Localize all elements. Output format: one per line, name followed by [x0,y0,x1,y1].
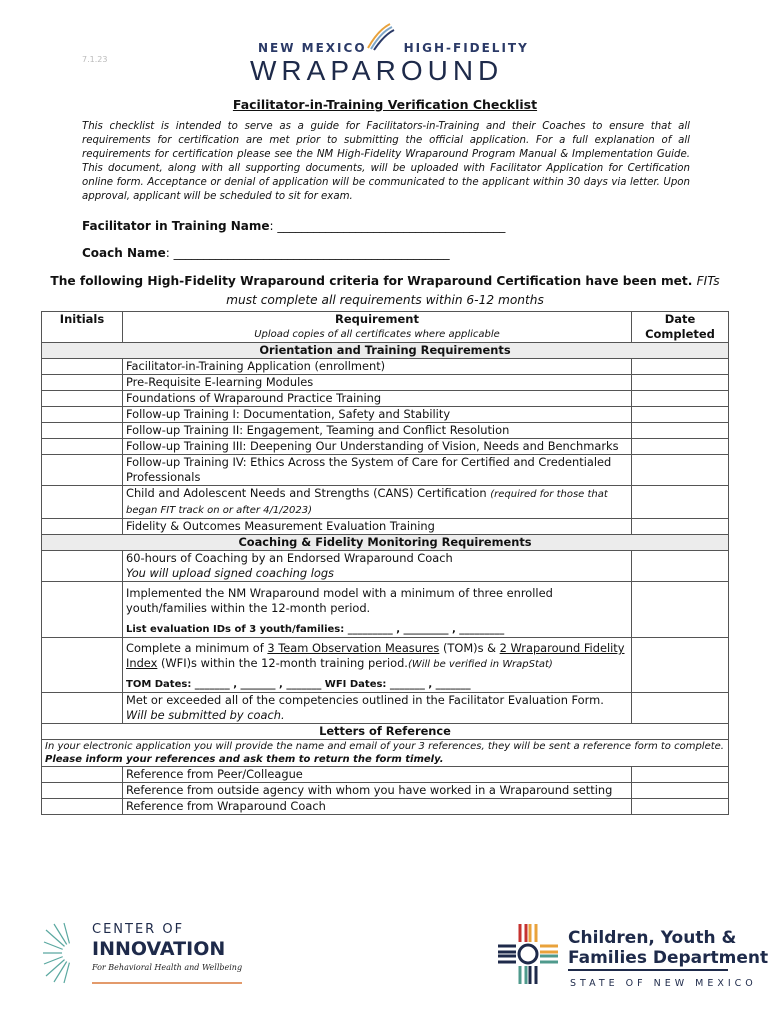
header-date: Date Completed [632,312,729,343]
requirement-cell: Fidelity & Outcomes Measurement Evaluation Training [123,519,632,535]
requirement-cell: Follow-up Training III: Deepening Our Understanding of Vision, Needs and Benchmarks [123,439,632,455]
table-row [42,519,729,535]
table-row [42,455,729,486]
initials-cell[interactable] [42,638,123,693]
requirement-cell-tom: Complete a minimum of 3 Team Observation Measures (TOM)s & 2 Wraparound Fidelity Index (WFI)s within the 12-month training period.(Will be verified in WrapStat) TOM Dates: _______ , _______ , _______ WFI Dates: _______ , _______ [123,638,632,693]
fit-name-field[interactable]: Facilitator in Training Name: ______________________________________ [82,219,506,233]
table-row [42,551,729,582]
eval-ids-field[interactable]: List evaluation IDs of 3 youth/families: _________ , _________ , _________ [126,624,505,635]
date-cell[interactable] [632,439,729,455]
checklist-table [41,311,729,815]
date-cell[interactable] [632,767,729,783]
initials-cell[interactable] [42,767,123,783]
date-cell[interactable] [632,783,729,799]
requirement-cell: Reference from outside agency with whom you have worked in a Wraparound setting [123,783,632,799]
date-cell[interactable] [632,455,729,486]
table-row [42,439,729,455]
coi-line3: For Behavioral Health and Wellbeing [92,963,243,972]
table-row [42,407,729,423]
references-note: In your electronic application you will provide the name and email of your 3 references, they will be sent a reference form to complete. Please inform your references and ask them to return the form timely. [42,740,729,767]
initials-cell[interactable] [42,439,123,455]
table-row [42,423,729,439]
date-cell[interactable] [632,391,729,407]
table-row [42,375,729,391]
requirement-cell-coaching: 60-hours of Coaching by an Endorsed Wraparound Coach You will upload signed coaching logs [123,551,632,582]
initials-cell[interactable] [42,693,123,724]
initials-cell[interactable] [42,519,123,535]
criteria-statement: The following High-Fidelity Wraparound criteria for Wraparound Certification have been met. FITs must complete all requirements within 6-12 months [50,274,720,307]
table-header-row [42,312,729,343]
date-cell[interactable] [632,375,729,391]
coi-underline [92,982,242,984]
page-title: Facilitator-in-Training Verification Checklist [232,97,538,112]
requirement-cell: Follow-up Training II: Engagement, Teaming and Conflict Resolution [123,423,632,439]
initials-cell[interactable] [42,582,123,638]
date-cell[interactable] [632,638,729,693]
requirement-cell: Pre-Requisite E-learning Modules [123,375,632,391]
requirement-cell-implemented: Implemented the NM Wraparound model with a minimum of three enrolled youth/families within the 12-month period. List evaluation IDs of 3 youth/families: _________ , _________ , _________ [123,582,632,638]
logo-text-wraparound: WRAPAROUND [250,55,504,86]
requirement-cell-cans: Child and Adolescent Needs and Strengths (CANS) Certification (required for those that began FIT track on or after 4/1/2023) [123,486,632,519]
center-of-innovation-logo-icon [42,922,90,984]
table-row [42,693,729,724]
table-row [42,799,729,815]
section-coaching: Coaching & Fidelity Monitoring Requirements [42,535,729,551]
initials-cell[interactable] [42,486,123,519]
table-row [42,582,729,638]
requirement-cell: Follow-up Training IV: Ethics Across the System of Care for Certified and Credentialed Professionals [123,455,632,486]
table-row [42,391,729,407]
date-cell[interactable] [632,551,729,582]
tom-link[interactable]: 3 Team Observation Measures [267,641,440,655]
requirement-cell-competencies: Met or exceeded all of the competencies outlined in the Facilitator Evaluation Form. Will be submitted by coach. [123,693,632,724]
initials-cell[interactable] [42,359,123,375]
zia-sun-logo-icon [496,922,560,986]
cyfd-state: STATE OF NEW MEXICO [570,978,757,989]
initials-cell[interactable] [42,799,123,815]
logo-text-top: NEW MEXICO HIGH-FIDELITY [258,41,529,55]
date-cell[interactable] [632,519,729,535]
requirement-cell: Reference from Peer/Colleague [123,767,632,783]
header-requirement-sub: Upload copies of all certificates where applicable [254,329,500,340]
date-cell[interactable] [632,799,729,815]
initials-cell[interactable] [42,423,123,439]
initials-cell[interactable] [42,455,123,486]
initials-cell[interactable] [42,391,123,407]
cyfd-divider [568,969,728,971]
section-orientation: Orientation and Training Requirements [42,343,729,359]
table-row [42,767,729,783]
cyfd-name: Children, Youth & Families Department [568,928,769,968]
date-cell[interactable] [632,423,729,439]
header-requirement: Requirement Upload copies of all certificates where applicable [123,312,632,343]
requirement-cell: Reference from Wraparound Coach [123,799,632,815]
table-row [42,783,729,799]
coi-line2: INNOVATION [92,938,226,960]
table-row [42,638,729,693]
date-cell[interactable] [632,359,729,375]
initials-cell[interactable] [42,551,123,582]
wfi-link[interactable]: 2 Wraparound Fidelity Index [126,641,625,670]
date-cell[interactable] [632,486,729,519]
table-row [42,359,729,375]
requirement-cell: Follow-up Training I: Documentation, Safety and Stability [123,407,632,423]
initials-cell[interactable] [42,783,123,799]
tom-dates-field[interactable]: TOM Dates: _______ , _______ , _______ WFI Dates: _______ , _______ [126,679,471,690]
requirement-cell: Facilitator-in-Training Application (enrollment) [123,359,632,375]
section-references: Letters of Reference [42,724,729,740]
header-initials: Initials [42,312,123,343]
table-row [42,486,729,519]
date-cell[interactable] [632,693,729,724]
coach-name-field[interactable]: Coach Name: ______________________________________________ [82,246,450,260]
version-label: 7.1.23 [82,55,108,64]
initials-cell[interactable] [42,407,123,423]
requirement-cell: Foundations of Wraparound Practice Training [123,391,632,407]
date-cell[interactable] [632,407,729,423]
intro-paragraph: This checklist is intended to serve as a guide for Facilitators-in-Training and their Coaches to ensure that all requirements for certification are met prior to submitting the official application. For a full explanation of all requirements for certification please see the NM High-Fidelity Wraparound Program Manual & Implementation Guide. This document, along with all supporting documents, will be uploaded with Facilitator Application for Certification online form. Acceptance or denial of application will be communicated to the applicant within 30 days via letter. Upon approval, applicant will be scheduled to sit for exam. [82,121,690,202]
coi-line1: CENTER OF [92,922,185,937]
initials-cell[interactable] [42,375,123,391]
date-cell[interactable] [632,582,729,638]
